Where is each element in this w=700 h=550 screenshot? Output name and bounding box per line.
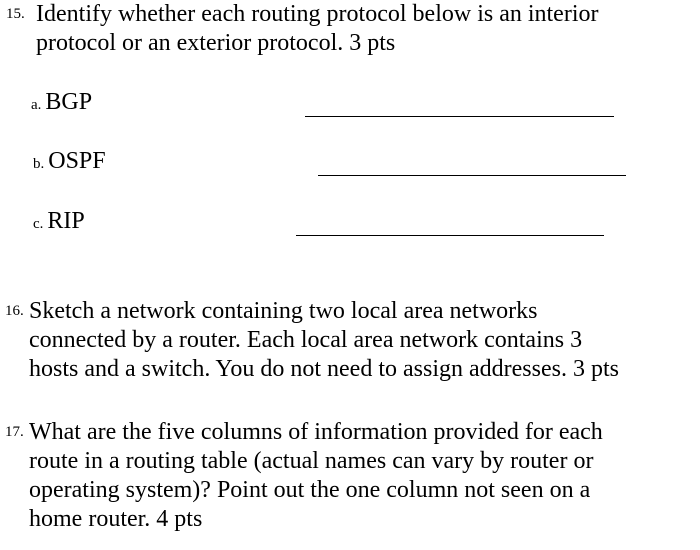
question-text-line: Sketch a network containing two local area networks (29, 298, 538, 324)
question-text-line: hosts and a switch. You do not need to assign addresses. 3 pts (29, 356, 619, 382)
question-16 (5, 297, 619, 384)
question-number: 16. (5, 303, 24, 319)
question-text-line: home router. 4 pts (29, 506, 203, 532)
item-bgp (31, 88, 92, 119)
question-number: 17. (5, 424, 24, 440)
item-label: BGP (45, 89, 93, 115)
question-number: 15. (6, 6, 25, 22)
question-text-line: connected by a router. Each local area network contains 3 (29, 327, 583, 353)
question-text-line: route in a routing table (actual names can vary by router or (29, 448, 594, 474)
item-rip (33, 207, 85, 238)
item-label: RIP (47, 208, 85, 234)
answer-blank-ospf[interactable] (318, 175, 626, 176)
item-letter: c. (33, 216, 44, 232)
question-15 (6, 0, 599, 58)
question-text-line: protocol or an exterior protocol. 3 pts (36, 30, 396, 56)
question-text-line: Identify whether each routing protocol below is an interior (36, 1, 599, 27)
question-17 (5, 418, 603, 534)
item-ospf (33, 147, 106, 178)
question-text-line: operating system)? Point out the one column not seen on a (29, 477, 591, 503)
item-label: OSPF (48, 148, 106, 174)
item-letter: b. (33, 156, 45, 172)
item-letter: a. (31, 97, 42, 113)
answer-blank-rip[interactable] (296, 235, 604, 236)
question-text-line: What are the five columns of information provided for each (29, 419, 603, 445)
answer-blank-bgp[interactable] (305, 116, 614, 117)
